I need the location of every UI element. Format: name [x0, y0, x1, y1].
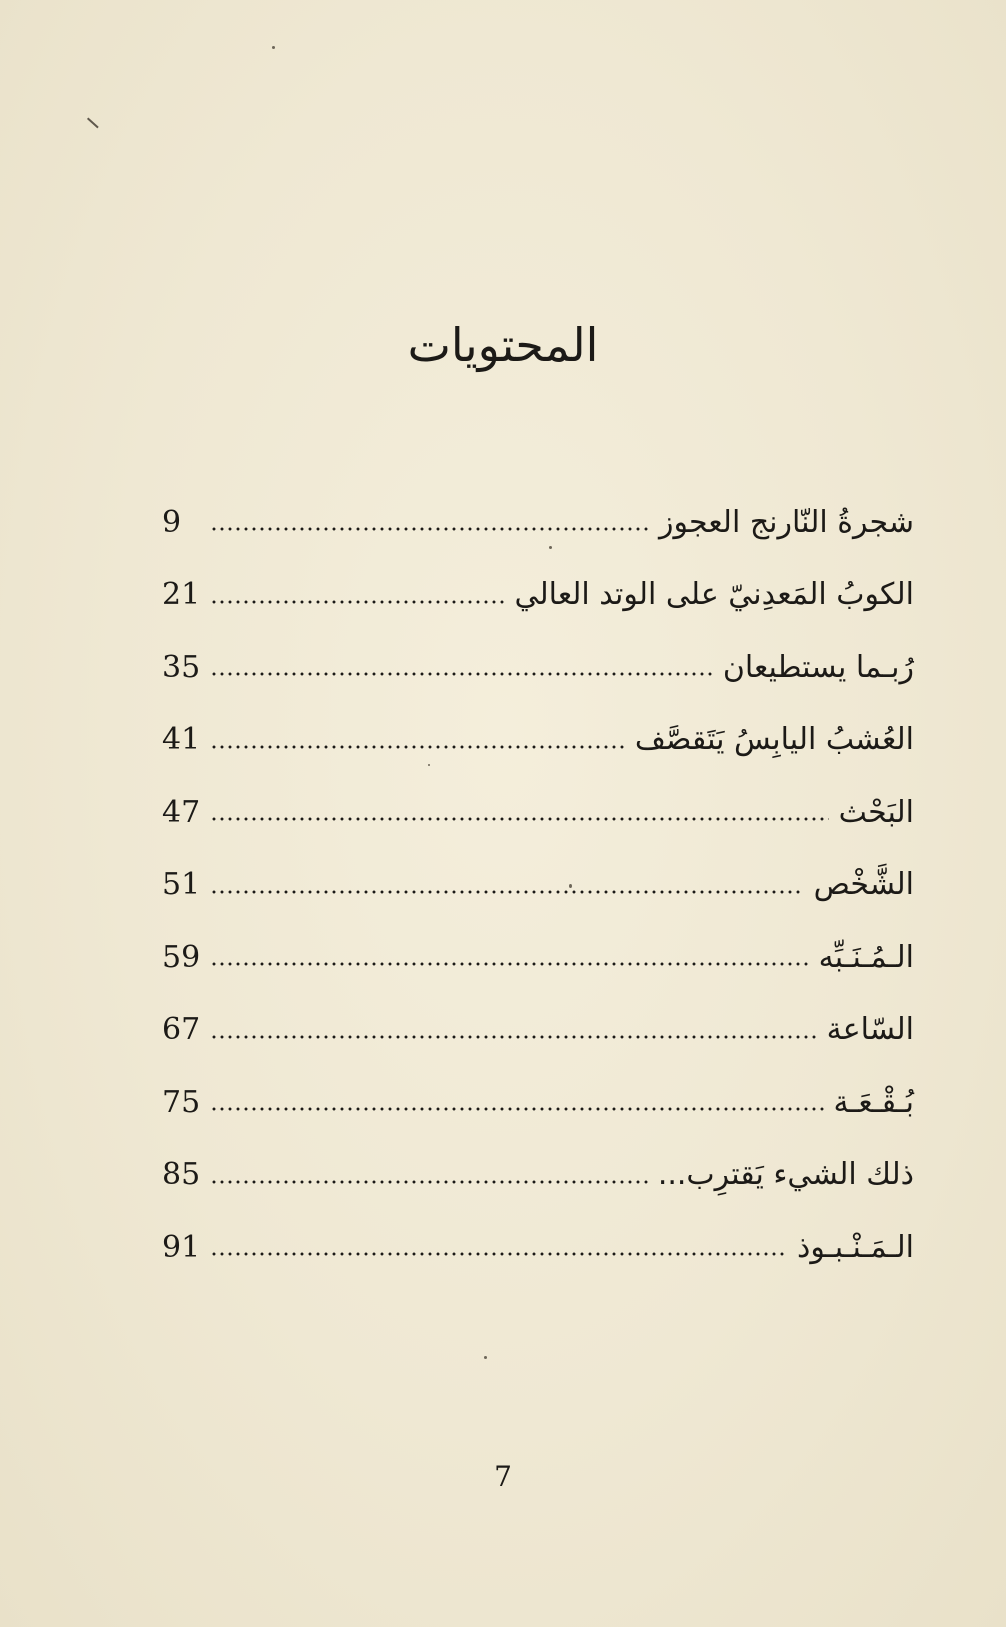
page-number: 35: [162, 649, 201, 685]
chapter-title: السّاعة: [826, 1012, 914, 1047]
dot-leader: [210, 670, 713, 678]
toc-entry: [162, 863, 914, 907]
page-number: 51: [162, 867, 201, 902]
chapter-title: البَحْث: [838, 794, 914, 830]
dot-leader: [210, 1178, 648, 1186]
page-number: 9: [162, 504, 182, 540]
page-number: 21: [162, 577, 201, 612]
page-number: 85: [162, 1157, 201, 1192]
chapter-title: ذلك الشيء يَقترِب...: [657, 1157, 914, 1192]
dot-leader: [210, 815, 829, 823]
dot-leader: [210, 1250, 787, 1258]
chapter-title: شجرةُ النّارنج العجوز: [658, 504, 914, 540]
toc-entry: [162, 935, 914, 979]
toc-entry: [162, 1225, 914, 1269]
table-of-contents: [162, 500, 914, 1298]
chapter-title: بُـقْـعَـة: [833, 1084, 914, 1120]
paper-scratch: [87, 118, 98, 128]
dot-leader: [210, 598, 505, 606]
toc-entry: [162, 573, 914, 617]
chapter-title: الـمَـنْـبـوذ: [797, 1229, 914, 1265]
page-number: 41: [162, 722, 201, 757]
dot-leader: [210, 1105, 824, 1113]
chapter-title: العُشبُ اليابِسُ يَتَقصَّف: [634, 722, 914, 757]
page-number: 75: [162, 1084, 201, 1120]
page-folio-number: 7: [494, 1460, 512, 1493]
toc-entry: [162, 1153, 914, 1197]
toc-entry: [162, 1080, 914, 1124]
page-number: 91: [162, 1229, 201, 1265]
toc-entry: [162, 1008, 914, 1052]
dot-leader: [210, 960, 809, 968]
chapter-title: الـمُـنَـبِّه: [818, 939, 914, 975]
chapter-title: الكوبُ المَعدِنيّ على الوتد العالي: [514, 577, 914, 612]
toc-entry: [162, 790, 914, 834]
page-number: 59: [162, 939, 201, 975]
paper-speck: [272, 46, 275, 49]
dot-leader: [210, 525, 649, 533]
page-number: 47: [162, 794, 201, 830]
toc-entry: [162, 500, 914, 544]
dot-leader: [210, 743, 625, 751]
dot-leader: [210, 1033, 817, 1041]
toc-entry: [162, 718, 914, 762]
page-number: 67: [162, 1012, 201, 1047]
chapter-title: الشَّخْص: [813, 867, 914, 902]
toc-entry: [162, 645, 914, 689]
page-title: المحتويات: [407, 318, 599, 372]
paper-speck: [484, 1356, 487, 1359]
dot-leader: [210, 888, 804, 896]
chapter-title: رُبـما يستطيعان: [722, 649, 914, 685]
